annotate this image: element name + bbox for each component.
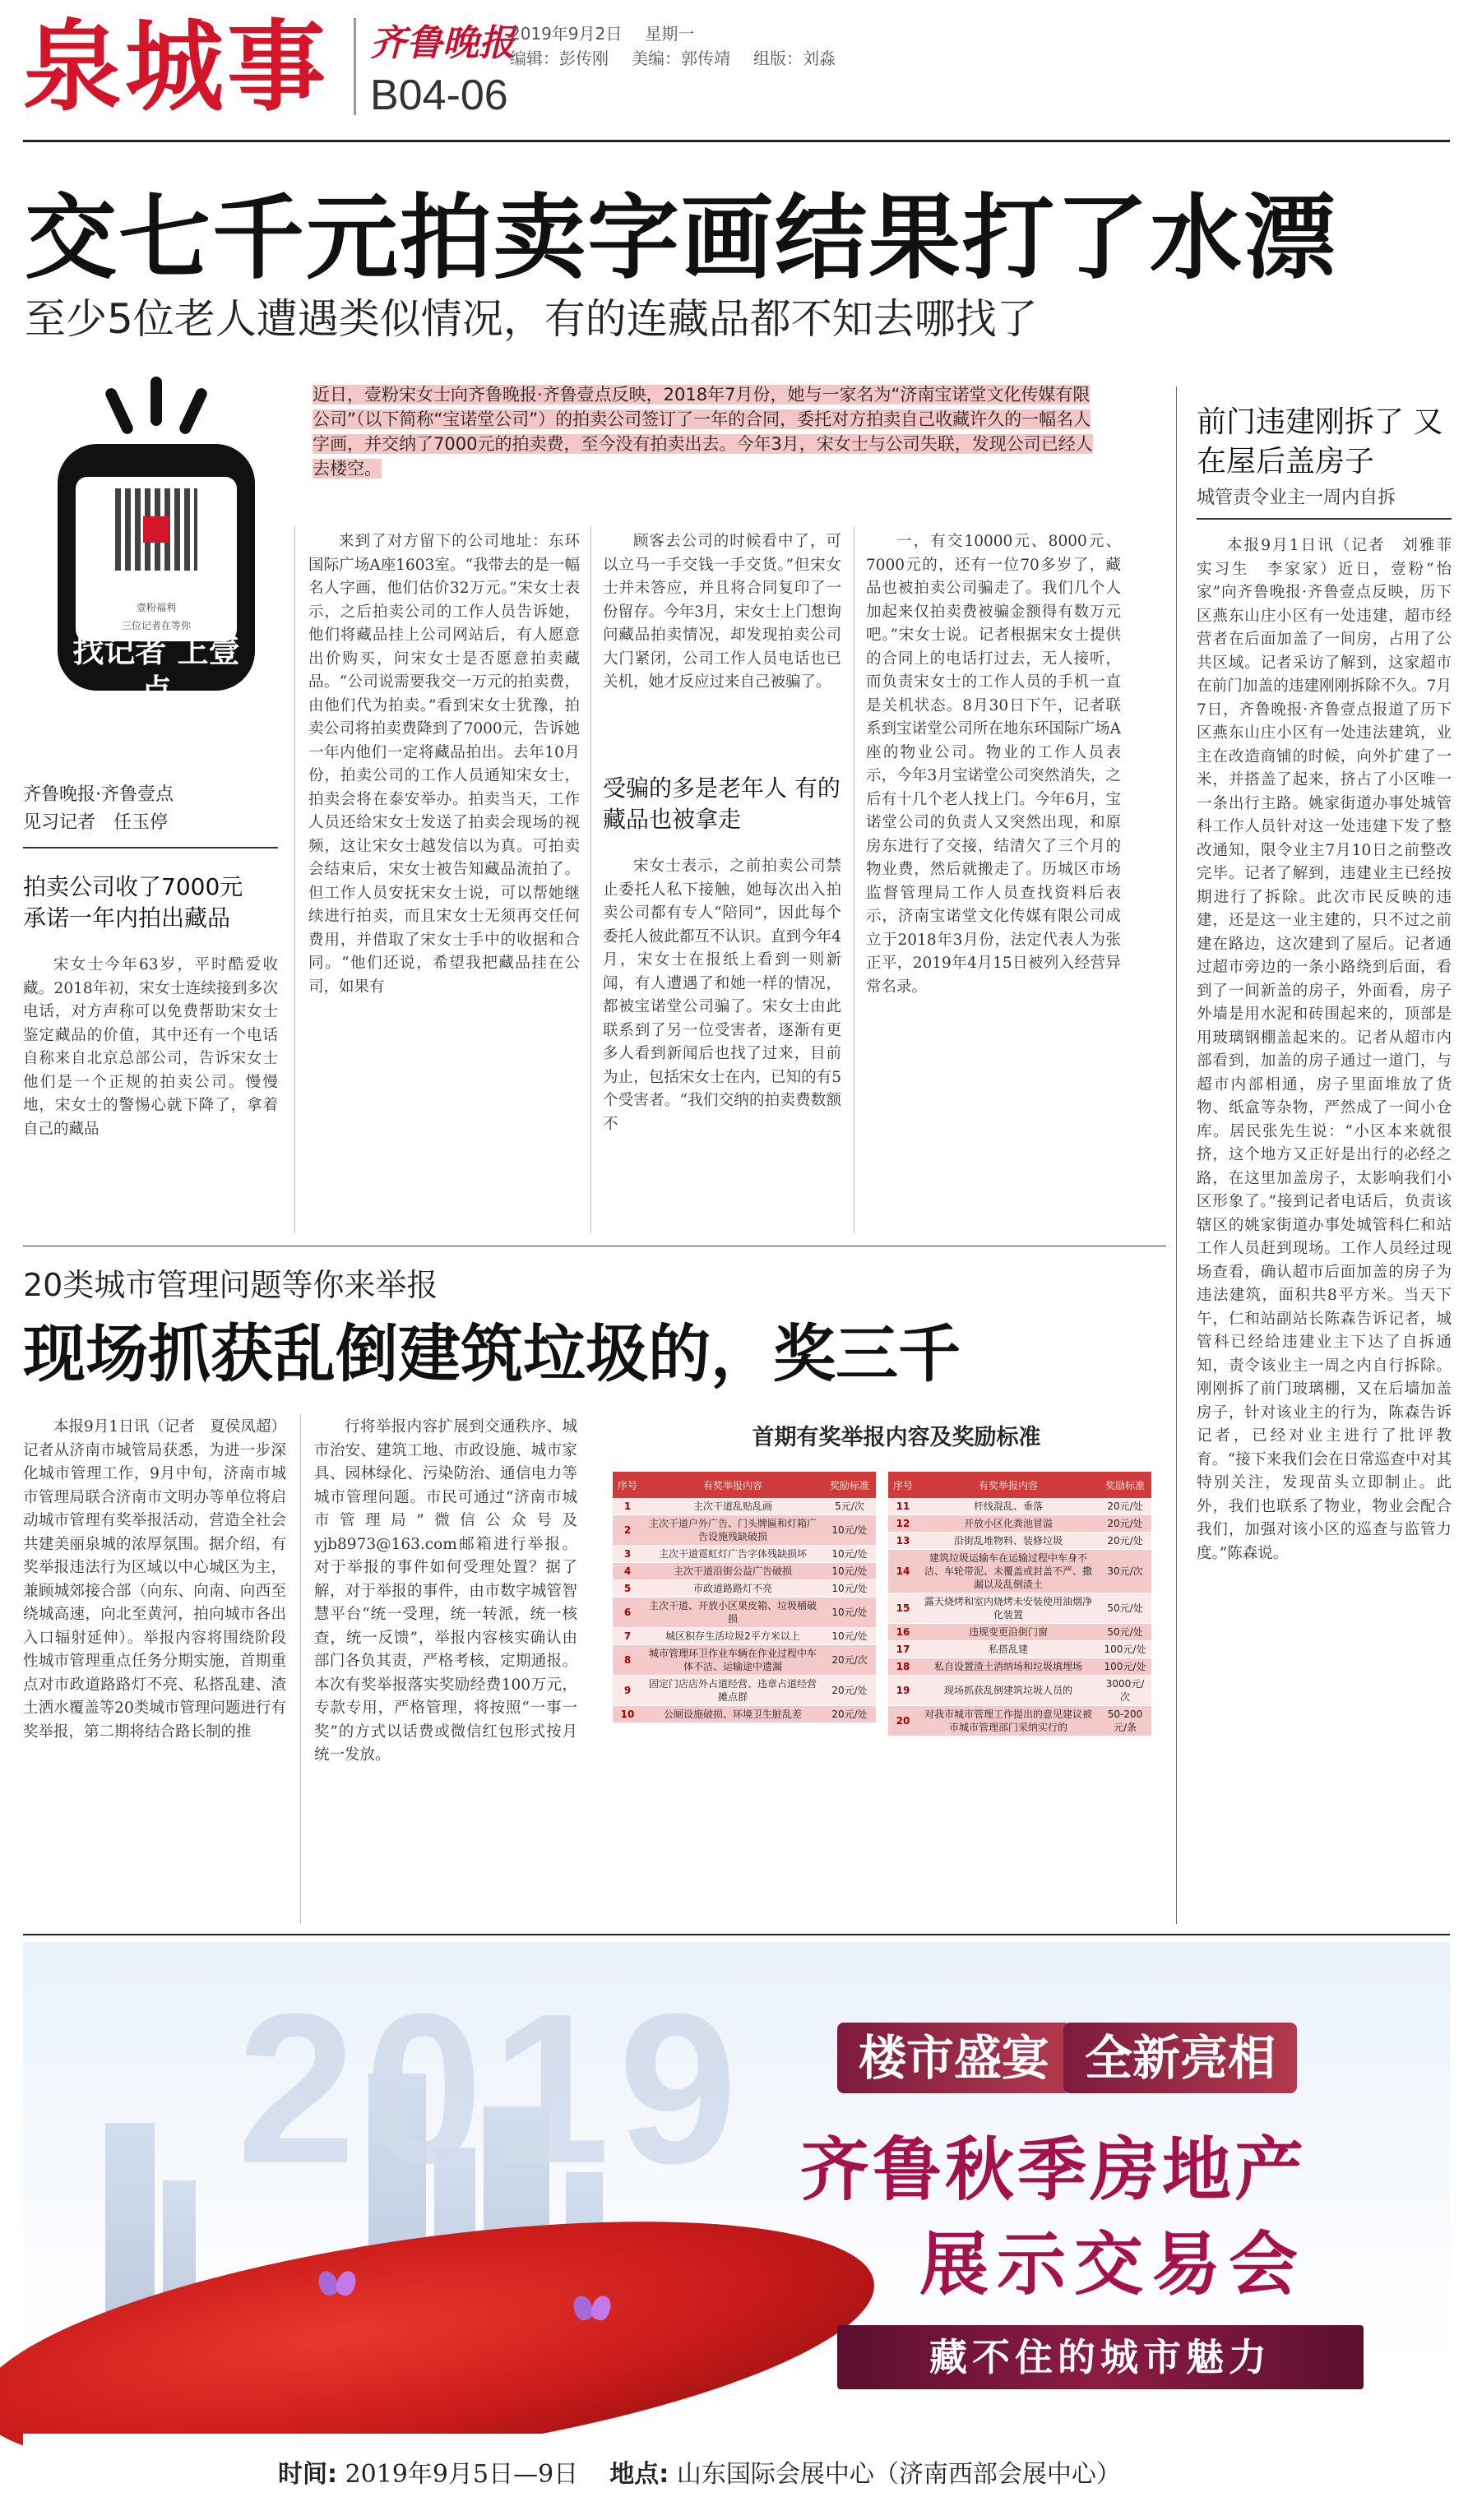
table-cell: 现场抓获乱倒建筑垃圾人员的 bbox=[918, 1676, 1099, 1706]
ad-tag-1: 楼市盛宴 bbox=[837, 2023, 1071, 2093]
table-row bbox=[888, 1676, 1151, 1706]
issue-date: 2019年9月2日 bbox=[510, 24, 623, 44]
column-rule bbox=[294, 526, 295, 1233]
table-cell: 10 bbox=[613, 1706, 642, 1723]
table-cell: 7 bbox=[613, 1628, 642, 1645]
table-cell: 违规变更沿街门窗 bbox=[918, 1624, 1099, 1641]
byline-org: 齐鲁晚报·齐鲁壹点 bbox=[23, 784, 174, 805]
right-column-rule bbox=[1176, 386, 1177, 1924]
ray-icon bbox=[178, 386, 209, 436]
table-cell: 6 bbox=[613, 1598, 642, 1628]
table-row bbox=[888, 1593, 1151, 1624]
table-cell: 19 bbox=[888, 1676, 918, 1706]
table-row bbox=[613, 1598, 876, 1628]
col-text: 行将举报内容扩展到交通秩序、城市治安、建筑工地、市政设施、城市家具、园林绿化、污染防治、通信电力等城市管理问题。市民可通过“济南市城市管理局”微信公众号及yjb8973@163.com邮箱进行举报。对于举报的事件如何受理处置？据了解，对于举报的事件，由市数字城管智慧平台“统一受理，统一转派，统一核查，统一反馈”，举报内容核实确认由部门各负其责，严格考核，定期通报。本次有奖举报落实奖励经费100万元，专款专用，严格管理，将按照“一事一奖”的方式以话费或微信红包形式按月统一发放。 bbox=[314, 1418, 577, 1764]
table-row bbox=[613, 1563, 876, 1580]
table-cell: 对我市城市管理工作提出的意见建议被市城市管理部门采纳实行的 bbox=[918, 1706, 1099, 1736]
table-row bbox=[888, 1515, 1151, 1533]
table-row bbox=[613, 1676, 876, 1706]
article1-lede bbox=[313, 382, 1102, 481]
col-text: 来到了对方留下的公司地址：东环国际广场A座1603室。“我带去的是一幅名人字画，他们估价32万元。”宋女士表示，之后拍卖公司的工作人员告诉她，他们将藏品挂上公司网站后，有人愿意出价购买，问宋女士是否愿意拍卖藏品。“公司说需要我交一万元的拍卖费，由他们代为拍卖。”看到宋女士犹豫，拍卖公司将拍卖费降到了7000元，告诉她一年内他们一定将藏品拍出。去年10月份，拍卖公司的工作人员通知宋女士，拍卖会将在泰安举办。拍卖当天，工作人员还给宋女士发送了拍卖会现场的视频，这让宋女士越发信以为真。可拍卖会结束后，宋女士被告知藏品流拍了。但工作人员安抚宋女士说，可以帮她继续进行拍卖，而且宋女士无须再交任何费用，并借取了宋女士手中的收据和合同。“他们还说，希望我把藏品挂在公司，如果有 bbox=[308, 533, 580, 996]
table-cell: 3 bbox=[613, 1546, 642, 1563]
table-cell: 3000元/次 bbox=[1099, 1676, 1151, 1706]
reward-table-title: 首期有奖举报内容及奖励标准 bbox=[752, 1425, 1041, 1450]
table-row bbox=[888, 1624, 1151, 1641]
table-row bbox=[888, 1533, 1151, 1550]
table-header-row bbox=[613, 1472, 876, 1498]
right-article-headline: 前门违建刚拆了 又在屋后盖房子 bbox=[1197, 405, 1443, 479]
ad-title-2: 展示交易会 bbox=[919, 2224, 1307, 2305]
article1-col4 bbox=[866, 530, 1121, 1233]
column-rule bbox=[300, 1414, 301, 1924]
table-cell: 主次干道乱贴乱画 bbox=[642, 1498, 823, 1515]
table-cell: 主次干道沿街公益广告破损 bbox=[642, 1563, 823, 1580]
byline-rule bbox=[23, 847, 278, 848]
article2-col2 bbox=[314, 1416, 577, 1926]
table-cell: 17 bbox=[888, 1641, 918, 1658]
article2-kicker: 20类城市管理问题等你来举报 bbox=[23, 1267, 438, 1303]
lede-text: 近日，壹粉宋女士向齐鲁晚报·齐鲁壹点反映，2018年7月份，她与一家名为“济南宝诺堂文化传媒有限公司”（以下简称“宝诺堂公司”）的拍卖公司签订了一年的合同，委托对方拍卖自己收藏许久的一幅名人字画，并交纳了7000元的拍卖费，至今没有拍卖出去。今年3月，宋女士与公司失联，发现公司已经人去楼空。 bbox=[313, 385, 1093, 479]
col-text: 本报9月1日讯（记者 夏侯凤超）记者从济南市城管局获悉，为进一步深化城市管理工作，9月中旬，济南市城市管理局联合济南市文明办等单位将启动城市管理有奖举报活动，营造全社会共建美丽泉城的浓厚氛围。据介绍，有奖举报违法行为区域以中心城区为主，兼顾城郊接合部（向东、向南、向西至绕城高速，向北至黄河，拍向城市各出入口辐射延伸）。举报内容将围绕阶段性城市管理重点任务分期实施，首期重点对市政道路路灯不亮、私搭乱建、渣土洒水覆盖等20类城市管理问题进行有奖举报，第二期将结合路长制的推 bbox=[23, 1418, 286, 1741]
table-cell: 20元/次 bbox=[823, 1645, 876, 1676]
butterfly-icon bbox=[574, 2296, 610, 2323]
card-top-text: 壹粉福利 bbox=[136, 602, 176, 613]
article1-col3 bbox=[603, 530, 841, 744]
table-cell: 14 bbox=[888, 1550, 918, 1593]
table-cell: 15 bbox=[888, 1593, 918, 1624]
table-cell: 私自设置渣土消纳场和垃圾填埋场 bbox=[918, 1658, 1099, 1676]
masthead-meta bbox=[510, 21, 859, 71]
table-cell: 50元/处 bbox=[1099, 1624, 1151, 1641]
table-cell: 100元/处 bbox=[1099, 1641, 1151, 1658]
ray-icon bbox=[151, 377, 162, 426]
table-row bbox=[613, 1645, 876, 1676]
article1-byline bbox=[23, 781, 174, 837]
table-cell: 20 bbox=[888, 1706, 918, 1736]
article1-col2 bbox=[308, 530, 580, 1233]
section-title: 泉城事 bbox=[23, 11, 329, 125]
table-header-cell: 有奖举报内容 bbox=[918, 1472, 1099, 1498]
editor-credit: 编辑：彭传刚 bbox=[510, 49, 609, 68]
table-header-cell: 奖励标准 bbox=[823, 1472, 876, 1498]
table-cell: 10元/处 bbox=[823, 1563, 876, 1580]
table-row bbox=[613, 1706, 876, 1723]
table-cell: 城市管理环卫作业车辆在作业过程中车体不洁、运输途中遗漏 bbox=[642, 1645, 823, 1676]
table-cell: 20元/处 bbox=[823, 1706, 876, 1723]
table-cell: 10元/处 bbox=[823, 1515, 876, 1546]
table-cell: 5元/次 bbox=[823, 1498, 876, 1515]
table-cell: 私搭乱建 bbox=[918, 1641, 1099, 1658]
reward-table-right bbox=[888, 1472, 1151, 1736]
table-row bbox=[613, 1580, 876, 1598]
article1-subhead-2: 受骗的多是老年人 有的藏品也被拿走 bbox=[603, 774, 841, 833]
card-inner bbox=[76, 477, 237, 641]
table-cell: 杆线混乱、垂落 bbox=[918, 1498, 1099, 1515]
ray-icon bbox=[104, 386, 135, 436]
table-header-cell: 奖励标准 bbox=[1099, 1472, 1151, 1498]
table-cell: 市政道路路灯不亮 bbox=[642, 1580, 823, 1598]
butterfly-icon bbox=[319, 2271, 355, 2299]
table-cell: 50-200元/条 bbox=[1099, 1706, 1151, 1736]
col-text: 本报9月1日讯（记者 刘雅菲 实习生 李家家）近日，壹粉“怡家”向齐鲁晚报·齐鲁壹点反映，历下区燕东山庄小区有一处违建，超市经营者在后面加盖了一间房，占用了公共区域。记者采访了解到，这家超市在前门加盖的违建刚刚拆除不久。7月7日，齐鲁晚报·齐鲁壹点报道了历下区燕东山庄小区有一处违法建筑，业主在改造商铺的时候，向外扩建了一米，并搭盖了起来，挤占了小区唯一一条出行主路。姚家街道办事处城管科工作人员针对这一处违建下发了整改通知，限令业主7月10日之前整改完毕。记者了解到，违建业主已经按期进行了拆除。此次市民反映的违建，还是这一业主建的，只不过之前建在路边，这次建到了屋后。记者通过超市旁边的一条小路绕到后面，看到了一间新盖的房子，外面看，房子外墙是用水泥和砖围起来的，顶部是用玻璃钢棚盖起来的。记者从超市内部看到，加盖的房子通过一道门，与超市内部相通，房子里面堆放了货物、纸盒等杂物，严然成了一间小仓库。居民张先生说：“小区本来就很挤，这个地方又正好是出行的必经之路，在这里加盖房子，太影响我们小区形象了。”接到记者电话后，负责该辖区的姚家街道办事处城管科仁和站工作人员赶到现场。工作人员经过现场查看，确认超市后面加盖的房子为违法建筑，面积共8平方米。当天下午，仁和站副站长陈森告诉记者，城管科已经给违建业主下达了自拆通知，责令该业主一周之内自行拆除。刚刚拆了前门玻璃棚，又在后墙加盖房子，针对该业主的行为，陈森告诉记者，已经对业主进行了批评教育。“接下来我们会在日常巡查中对其特别关注，发现苗头立即制止。此外，我们也联系了物业，物业会配合我们，加强对该小区的巡查与监管力度。”陈森说。 bbox=[1197, 537, 1467, 1562]
place-value: 山东国际会展中心（济南西部会展中心） bbox=[676, 2460, 1121, 2489]
table-header-row bbox=[888, 1472, 1151, 1498]
table-cell: 9 bbox=[613, 1676, 642, 1706]
table-cell: 建筑垃圾运输车在运输过程中车身不洁、车轮带泥、未覆盖或封盖不严、撒漏以及乱倒渣土 bbox=[918, 1550, 1099, 1593]
page-number: B04-06 bbox=[370, 72, 508, 119]
article1-headline: 交七千元拍卖字画结果打了水漂 bbox=[25, 185, 1337, 292]
table-cell: 2 bbox=[613, 1515, 642, 1546]
qr-badge-icon bbox=[143, 516, 169, 543]
table-cell: 20元/处 bbox=[823, 1676, 876, 1706]
table-cell: 8 bbox=[613, 1645, 642, 1676]
table-cell: 5 bbox=[613, 1580, 642, 1598]
ad-slogan: 藏不住的城市魅力 bbox=[837, 2325, 1364, 2389]
table-cell: 11 bbox=[888, 1498, 918, 1515]
table-cell: 100元/处 bbox=[1099, 1658, 1151, 1676]
col-text: 宋女士表示，之前拍卖公司禁止委托人私下接触，她每次出入拍卖公司都有专人“陪同”，因此每个委托人彼此都互不认识。直到今年4月，宋女士在报纸上看到一则新闻，有人遭遇了和她一样的情况，都被宝诺堂公司骗了。宋女士由此联系到了另一位受害者，逐渐有更多人看到新闻后也找了过来，目前为止，包括宋女士在内，已知的有5个受害者。“我们交纳的拍卖费数额不 bbox=[603, 858, 841, 1133]
table-header-cell: 序号 bbox=[888, 1472, 918, 1498]
masthead bbox=[0, 0, 1468, 136]
table-cell: 露天烧烤和室内烧烤未安装使用油烟净化装置 bbox=[918, 1593, 1099, 1624]
table-row bbox=[888, 1641, 1151, 1658]
ad-event-info bbox=[278, 2453, 1121, 2490]
table-row bbox=[613, 1628, 876, 1645]
table-cell: 1 bbox=[613, 1498, 642, 1515]
real-estate-expo-ad[interactable] bbox=[23, 1942, 1450, 2509]
table-row bbox=[613, 1498, 876, 1515]
table-header-cell: 序号 bbox=[613, 1472, 642, 1498]
camera-icon bbox=[58, 444, 255, 709]
table-cell: 10元/处 bbox=[823, 1628, 876, 1645]
table-header-cell: 有奖举报内容 bbox=[642, 1472, 823, 1498]
table-row bbox=[888, 1658, 1151, 1676]
ad-title-1: 齐鲁秋季房地产 bbox=[800, 2129, 1308, 2210]
right-article-subheadline: 城管责令业主一周内自拆 bbox=[1197, 488, 1396, 508]
article1-col3b bbox=[603, 855, 841, 1233]
table-cell: 12 bbox=[888, 1515, 918, 1533]
article2-col1 bbox=[23, 1416, 286, 1926]
newspaper-logo: 齐鲁晚报 bbox=[370, 22, 515, 64]
byline-reporter: 见习记者 任玉停 bbox=[23, 812, 169, 833]
time-value: 2019年9月5日—9日 bbox=[345, 2460, 579, 2489]
reward-table-left bbox=[613, 1472, 876, 1723]
table-row bbox=[888, 1498, 1151, 1515]
ad-footer bbox=[23, 2434, 1450, 2509]
place-label: 地点: bbox=[609, 2460, 669, 2489]
column-rule bbox=[590, 526, 591, 1233]
table-row bbox=[613, 1546, 876, 1563]
ad-rule bbox=[23, 1934, 1450, 1935]
table-cell: 10元/处 bbox=[823, 1598, 876, 1628]
table-cell: 13 bbox=[888, 1533, 918, 1550]
col-text: 宋女士今年63岁，平时酷爱收藏。2018年初，宋女士连续接到多次电话，对方声称可以免费帮助宋女士鉴定藏品的价值，其中还有一个电话自称来自北京总部公司，告诉宋女士他们是一个正规的拍卖公司。慢慢地，宋女士的警惕心就下降了，拿着自己的藏品 bbox=[23, 956, 278, 1138]
card-bottom-text: 三位记者在等你 bbox=[121, 620, 191, 631]
article2-headline: 现场抓获乱倒建筑垃圾的，奖三千 bbox=[23, 1317, 961, 1390]
table-cell: 18 bbox=[888, 1658, 918, 1676]
issue-weekday: 星期一 bbox=[645, 24, 695, 44]
masthead-divider bbox=[354, 18, 356, 115]
table-cell: 主次干道霓虹灯广告字体残缺损坏 bbox=[642, 1546, 823, 1563]
ad-tag-2: 全新亮相 bbox=[1063, 2023, 1297, 2093]
article1-subhead-1: 拍卖公司收了7000元 承诺一年内拍出藏品 bbox=[23, 873, 243, 932]
table-cell: 20元/处 bbox=[1099, 1533, 1151, 1550]
table-row bbox=[888, 1550, 1151, 1593]
table-cell: 30元/次 bbox=[1099, 1550, 1151, 1593]
table-cell: 主次干道、开放小区果皮箱、垃圾桶破损 bbox=[642, 1598, 823, 1628]
table-cell: 城区积存生活垃圾2平方米以上 bbox=[642, 1628, 823, 1645]
table-cell: 10元/处 bbox=[823, 1546, 876, 1563]
proof-credit: 组版：刘淼 bbox=[753, 49, 836, 68]
table-cell: 沿街乱堆物料、装修垃圾 bbox=[918, 1533, 1099, 1550]
table-cell: 20元/处 bbox=[1099, 1498, 1151, 1515]
time-label: 时间: bbox=[278, 2460, 337, 2489]
right-article-body bbox=[1197, 534, 1467, 1924]
ad-year: 2019 bbox=[237, 1970, 746, 2208]
article1-subheadline: 至少5位老人遭遇类似情况，有的连藏品都不知去哪找了 bbox=[25, 295, 1038, 343]
designer-credit: 美编：郭传靖 bbox=[632, 49, 730, 68]
table-row bbox=[613, 1515, 876, 1546]
table-cell: 50元/处 bbox=[1099, 1593, 1151, 1624]
table-cell: 16 bbox=[888, 1624, 918, 1641]
col-text: 一，有交10000元、8000元、7000元的，还有一位70多岁了，藏品也被拍卖公司骗走了。我们几个人加起来仅拍卖费被骗金额得有数万元吧。”宋女士说。记者根据宋女士提供的合同上的电话打过去，无人接听，而负责宋女士的工作人员的手机一直是关机状态。8月30日下午，记者联系到宝诺堂公司所在地东环国际广场A座的物业公司。物业的工作人员表示，今年3月宝诺堂公司突然消失，之后有十几个老人找上门。今年6月，宝诺堂公司的负责人又突然出现，和原房东进行了交接，结清欠了三个月的物业费，然后就搬走了。历城区市场监督管理局工作人员查找资料后表示，济南宝诺堂文化传媒有限公司成立于2018年3月份，法定代表人为张正平，2019年4月15日被列入经营异常名录。 bbox=[866, 533, 1121, 996]
col-text: 顾客去公司的时候看中了，可以立马一手交钱一手交货。”但宋女士并未答应，并且将合同复印了一份留存。今年3月，宋女士上门想询问藏品拍卖情况，却发现拍卖公司大门紧闭，公司工作人员电话也已关机，她才反应过来自己被骗了。 bbox=[603, 533, 841, 691]
right-article-rule bbox=[1197, 518, 1452, 520]
table-cell: 公厕设施破损、环境卫生脏乱差 bbox=[642, 1706, 823, 1723]
table-row bbox=[888, 1706, 1151, 1736]
masthead-rule bbox=[23, 140, 1450, 142]
table-cell: 10元/处 bbox=[823, 1580, 876, 1598]
table-cell: 主次干道户外广告、门头牌匾和灯箱广告设施残缺破损 bbox=[642, 1515, 823, 1546]
table-cell: 4 bbox=[613, 1563, 642, 1580]
table-cell: 20元/处 bbox=[1099, 1515, 1151, 1533]
card-title: 找记者 上壹点 bbox=[72, 633, 240, 709]
article1-col1 bbox=[23, 954, 278, 1225]
table-cell: 固定门店店外占道经营、违章占道经营摊点群 bbox=[642, 1676, 823, 1706]
table-cell: 开放小区化粪池冒溢 bbox=[918, 1515, 1099, 1533]
